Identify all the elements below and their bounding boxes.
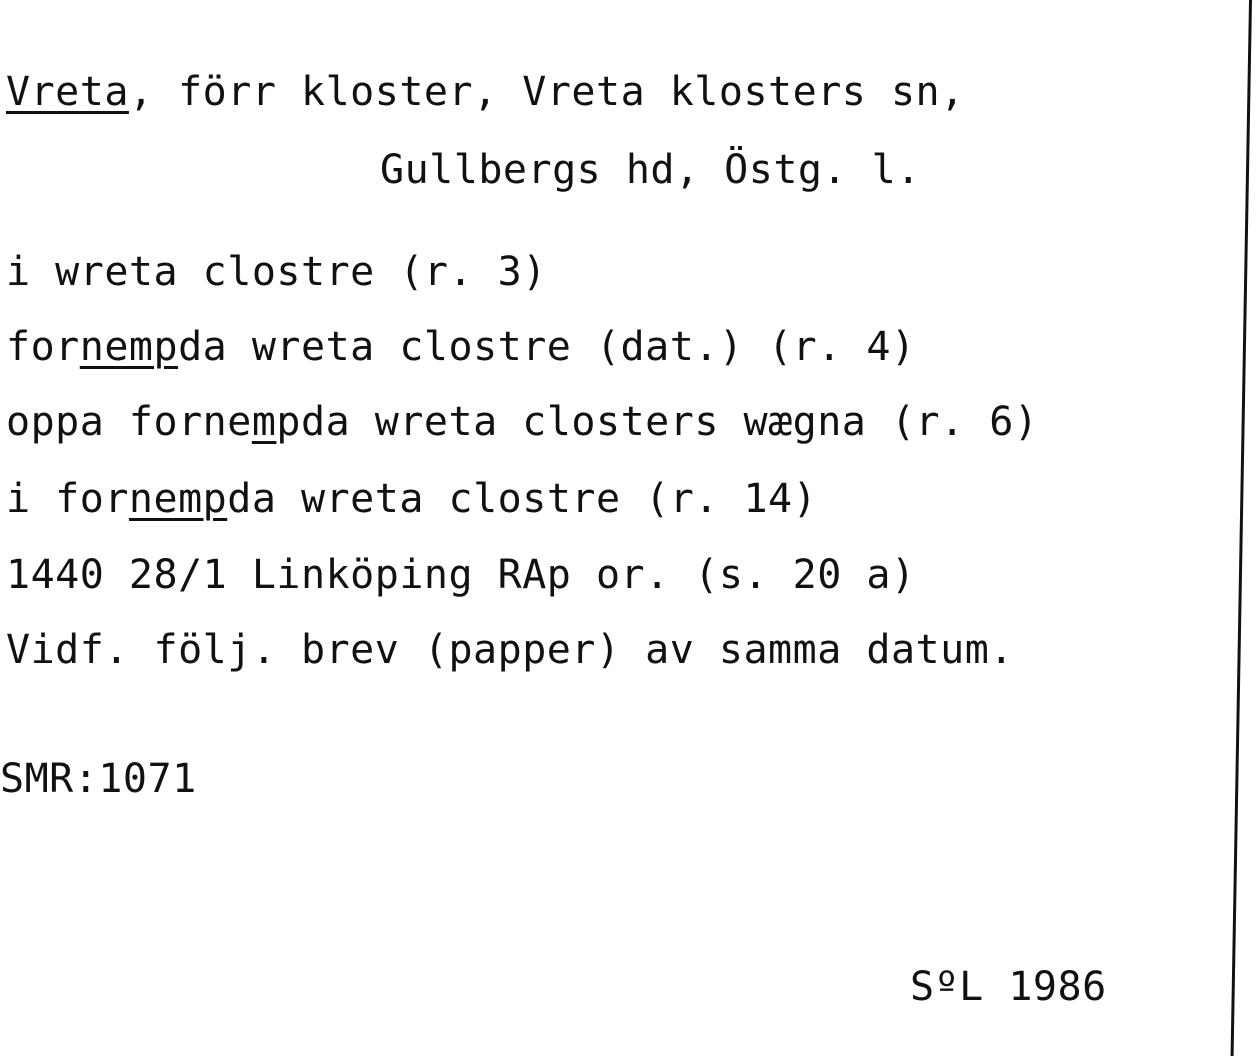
card-right-edge <box>1231 0 1252 1056</box>
smr-number: SMR:1071 <box>0 756 197 802</box>
form-line-2: fornempda wreta clostre (dat.) (r. 4) <box>6 324 916 370</box>
source-line: 1440 28/1 Linköping RAp or. (s. 20 a) <box>6 552 916 598</box>
form-line-4: i fornempda wreta clostre (r. 14) <box>6 476 818 522</box>
place-name: Vreta <box>6 69 129 115</box>
header-line-2: Gullbergs hd, Östg. l. <box>380 147 921 193</box>
form-line-1: i wreta clostre (r. 3) <box>6 249 547 295</box>
header-line-1 <box>6 70 965 114</box>
signature: SºL 1986 <box>910 964 1107 1010</box>
note-line: Vidf. följ. brev (papper) av samma datum. <box>6 627 1014 673</box>
form-line-3: oppa fornempda wreta closters wægna (r. 6) <box>6 399 1039 445</box>
place-description: , förr kloster, Vreta klosters sn, <box>128 69 965 115</box>
